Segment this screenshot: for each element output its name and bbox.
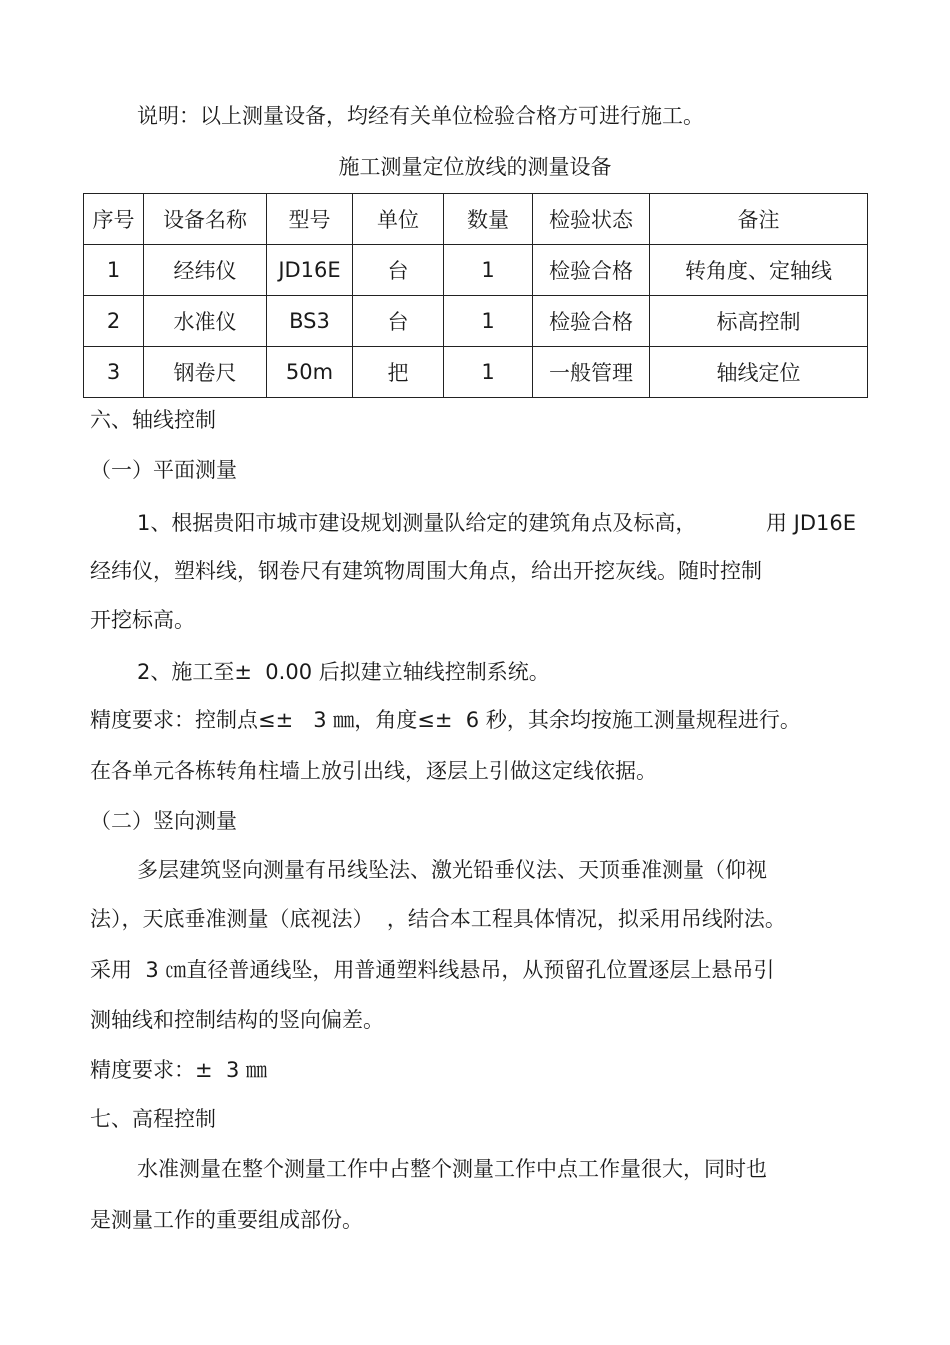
- table-cell: 水准仪: [144, 296, 267, 347]
- paragraph-1-line-2: 经纬仪，塑料线，钢卷尺有建筑物周围大角点，给出开挖灰线。随时控制: [90, 559, 762, 583]
- equipment-table: [83, 193, 868, 398]
- table-cell: 检验合格: [533, 245, 650, 296]
- table-cell: 3: [84, 347, 144, 398]
- col-header-status: 检验状态: [533, 194, 650, 245]
- col-header-name: 设备名称: [144, 194, 267, 245]
- col-header-unit: 单位: [353, 194, 444, 245]
- table-cell: 2: [84, 296, 144, 347]
- table-cell: 检验合格: [533, 296, 650, 347]
- col-header-quantity: 数量: [444, 194, 533, 245]
- table-row: [84, 245, 868, 296]
- table-cell: 轴线定位: [650, 347, 868, 398]
- table-row: [84, 347, 868, 398]
- col-header-index: 序号: [84, 194, 144, 245]
- col-header-remark: 备注: [650, 194, 868, 245]
- table-cell: 1: [444, 296, 533, 347]
- table-header-row: [84, 194, 868, 245]
- table-cell: 钢卷尺: [144, 347, 267, 398]
- paragraph-2-line-3: 在各单元各栋转角柱墙上放引出线，逐层上引做这定线依据。: [90, 759, 657, 783]
- table-cell: JD16E: [267, 245, 353, 296]
- table-cell: 转角度、定轴线: [650, 245, 868, 296]
- table-cell: 台: [353, 245, 444, 296]
- table-cell: 把: [353, 347, 444, 398]
- paragraph-3-line-1: 多层建筑竖向测量有吊线坠法、激光铅垂仪法、天顶垂准测量（仰视: [137, 858, 767, 882]
- table-cell: 1: [444, 347, 533, 398]
- table-cell: 50m: [267, 347, 353, 398]
- paragraph-1-line-3: 开挖标高。: [90, 608, 195, 632]
- table-cell: 台: [353, 296, 444, 347]
- section6-heading: 六、轴线控制: [90, 408, 216, 432]
- table-title: 施工测量定位放线的测量设备: [338, 155, 612, 179]
- table-cell: 1: [84, 245, 144, 296]
- paragraph-4-line-2: 是测量工作的重要组成部份。: [90, 1208, 363, 1232]
- table-cell: 标高控制: [650, 296, 868, 347]
- table-cell: BS3: [267, 296, 353, 347]
- paragraph-1-line-1: 1、根据贵阳市城市建设规划测量队给定的建筑角点及标高，: [137, 511, 697, 535]
- intro-note: 说明：以上测量设备，均经有关单位检验合格方可进行施工。: [137, 104, 704, 128]
- precision-requirement-1: 精度要求：控制点≤± 3 ㎜，角度≤± 6 秒，其余均按施工测量规程进行。: [90, 708, 801, 732]
- sub1-heading: （一）平面测量: [90, 458, 237, 482]
- section7-heading: 七、高程控制: [90, 1107, 216, 1131]
- table-cell: 一般管理: [533, 347, 650, 398]
- paragraph-1-line-1-tail: 用 JD16E: [766, 511, 857, 535]
- paragraph-2-line-1: 2、施工至± 0.00 后拟建立轴线控制系统。: [137, 660, 550, 684]
- col-header-model: 型号: [267, 194, 353, 245]
- table-cell: 经纬仪: [144, 245, 267, 296]
- paragraph-3-line-2: 法），天底垂准测量（底视法） ，结合本工程具体情况，拟采用吊线附法。: [90, 907, 786, 931]
- precision-requirement-2: 精度要求：± 3 ㎜: [90, 1058, 267, 1082]
- paragraph-3-line-4: 测轴线和控制结构的竖向偏差。: [90, 1008, 384, 1032]
- paragraph-4-line-1: 水准测量在整个测量工作中占整个测量工作中点工作量很大，同时也: [137, 1157, 767, 1181]
- table-cell: 1: [444, 245, 533, 296]
- table-row: [84, 296, 868, 347]
- paragraph-3-line-3: 采用 3 ㎝直径普通线坠，用普通塑料线悬吊，从预留孔位置逐层上悬吊引: [90, 958, 775, 982]
- sub2-heading: （二）竖向测量: [90, 809, 237, 833]
